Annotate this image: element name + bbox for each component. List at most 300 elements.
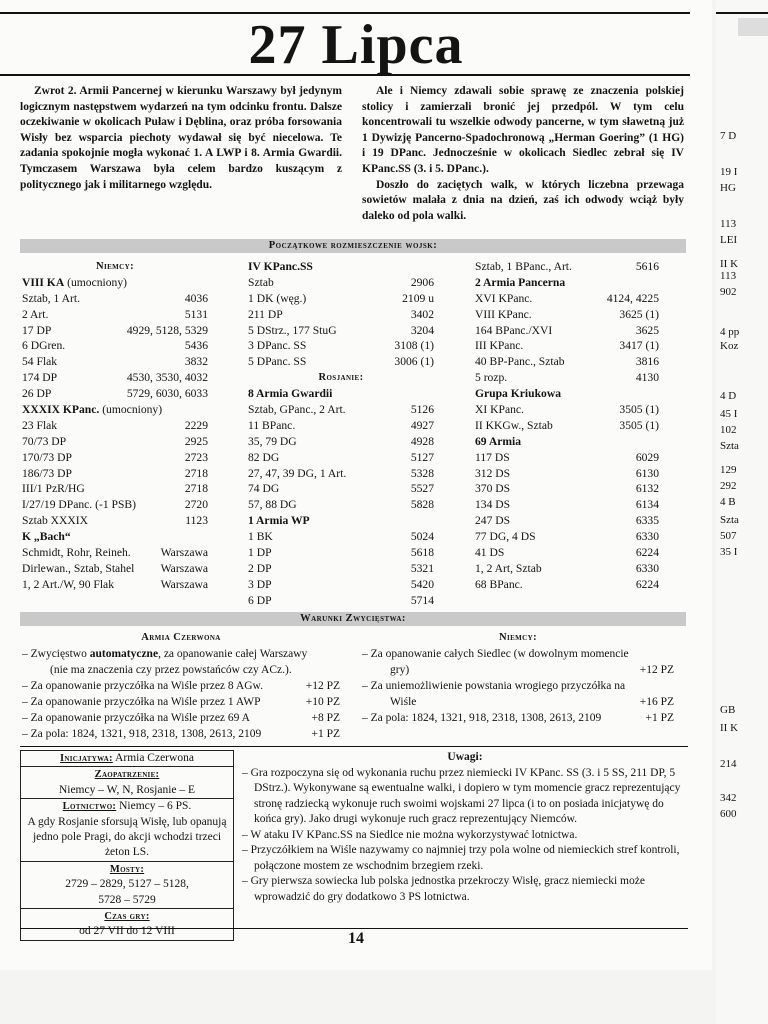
unit-label-wrap (248, 434, 297, 450)
unit-label-wrap (248, 338, 306, 354)
title-rule (0, 74, 690, 76)
unit-label: 370 DS (475, 482, 511, 496)
cond-points: +1 PZ (311, 727, 340, 740)
unit-row (22, 402, 208, 418)
unit-row (475, 259, 659, 275)
unit-row (22, 577, 208, 593)
note-item: – W ataku IV KPanc.SS na Siedlce nie można wykorzystywać lotnictwa. (242, 828, 578, 841)
unit-label-wrap (248, 577, 272, 593)
unit-hex: 5616 (635, 260, 659, 273)
unit-label-wrap (475, 513, 510, 529)
unit-label: 11 BPanc. (248, 418, 296, 432)
unit-label: 2 DP (248, 561, 272, 575)
red-army-items (22, 678, 340, 742)
unit-hex: 3625 (635, 323, 659, 337)
adjacent-text-fragment: Szta (720, 514, 739, 526)
unit-hex: 4124, 4225 (606, 291, 659, 305)
unit-row (475, 323, 659, 339)
unit-label: 23 Flak (22, 418, 58, 432)
unit-hex: 5127 (410, 450, 434, 464)
unit-hex: 3204 (410, 323, 434, 337)
unit-hex: 5024 (410, 530, 434, 544)
red-army-condition (22, 678, 340, 694)
bridges-value: 5728 – 5729 (98, 893, 156, 906)
unit-hex: 3832 (184, 355, 208, 369)
unit-hex: 5420 (410, 577, 434, 591)
adjacent-text-fragment: 214 (720, 758, 737, 770)
unit-note: (umocniony) (64, 275, 127, 289)
unit-row (475, 481, 659, 497)
unit-label: 174 DP (22, 371, 58, 385)
cond-text: – Za opanowanie przyczółka na Wiśle przez 1 AWP (22, 695, 261, 708)
unit-label: 1, 2 Art, Sztab (475, 561, 542, 575)
unit-label: VIII KPanc. (475, 307, 532, 321)
intro-right (362, 84, 684, 224)
unit-row (475, 577, 659, 593)
unit-row (475, 545, 659, 561)
unit-row (22, 323, 208, 339)
red-army-condition (22, 694, 340, 710)
unit-label: 170/73 DP (22, 450, 72, 464)
unit-label-wrap (475, 370, 507, 386)
german-title: Niemcy: (499, 632, 537, 643)
unit-label: 1 DK (węg.) (248, 291, 307, 305)
side-heading: Niemcy: (96, 261, 134, 272)
deployment-heading: Początkowe rozmieszczenie wojsk: (20, 239, 686, 253)
unit-label-wrap (475, 307, 532, 323)
adjacent-text-fragment: 129 (720, 464, 737, 476)
unit-row (22, 434, 208, 450)
unit-label-wrap (475, 259, 572, 275)
notes-section (242, 750, 688, 905)
unit-hex: 6130 (635, 466, 659, 480)
unit-row (22, 338, 208, 354)
unit-row (248, 529, 434, 545)
unit-label-wrap (475, 466, 510, 482)
unit-hex: 4929, 5128, 5329 (126, 323, 208, 337)
unit-label: 1 DP (248, 546, 272, 560)
adjacent-text-fragment: 35 I (720, 546, 738, 558)
unit-label-wrap (475, 354, 565, 370)
adjacent-text-fragment: 902 (720, 286, 737, 298)
unit-row (22, 513, 208, 529)
unit-label: II KKGw., Sztab (475, 418, 553, 432)
unit-hex: 3625 (1) (619, 307, 659, 321)
unit-row (248, 354, 434, 370)
unit-label-wrap (22, 450, 72, 466)
unit-label-wrap (248, 418, 295, 434)
unit-label-wrap (475, 545, 504, 561)
unit-row (248, 338, 434, 354)
unit-label: 3 DP (248, 577, 272, 591)
unit-label-wrap (248, 593, 272, 609)
unit-note: (umocniony) (99, 403, 163, 417)
unit-label: 35, 79 DG (248, 434, 297, 448)
unit-label: 247 DS (475, 514, 511, 528)
unit-row (248, 497, 434, 513)
unit-row (475, 418, 659, 434)
unit-row (475, 529, 659, 545)
adjacent-text-fragment: 507 (720, 530, 737, 542)
supply-block (21, 767, 233, 799)
unit-hex: 4928 (410, 434, 434, 448)
unit-label: Sztab XXXIX (22, 514, 89, 528)
unit-label-wrap (22, 466, 72, 482)
unit-row (475, 513, 659, 529)
unit-label: Sztab, 1 Art. (22, 291, 80, 305)
unit-hex: 6335 (635, 514, 659, 528)
unit-hex: 4130 (635, 371, 659, 385)
page-title: 27 Lipca (248, 14, 464, 76)
unit-row (22, 561, 208, 577)
unit-row (475, 450, 659, 466)
unit-label: 5 DPanc. SS (248, 355, 307, 369)
adjacent-text-fragment: HG (720, 182, 736, 194)
unit-label: 17 DP (22, 323, 52, 337)
unit-row (22, 354, 208, 370)
unit-row (248, 259, 434, 275)
adjacent-text-fragment: 4 B (720, 496, 736, 508)
unit-label: Dirlewan., Sztab, Stahel (22, 561, 135, 575)
adjacent-top-rule (716, 12, 768, 14)
unit-label: Grupa Kriukowa (475, 387, 562, 401)
unit-label: Sztab (248, 275, 274, 289)
bridges-value: 2729 – 2829, 5127 – 5128, (65, 878, 189, 891)
notes-list (242, 766, 688, 906)
unit-label-wrap (248, 323, 337, 339)
auto-victory-suffix: , za opanowanie całej Warszawy (158, 647, 308, 660)
adjacent-text-fragment: 19 I (720, 166, 738, 178)
unit-label: 312 DS (475, 466, 511, 480)
unit-label-wrap (22, 497, 136, 513)
unit-row (22, 418, 208, 434)
unit-row (475, 497, 659, 513)
unit-label-wrap (22, 545, 131, 561)
unit-row (475, 466, 659, 482)
initiative-label: Inicjatywa: (60, 753, 113, 764)
unit-hex: 3402 (410, 307, 434, 321)
unit-label: 69 Armia (475, 434, 522, 448)
unit-hex: 2718 (184, 466, 208, 480)
unit-label: 5 rozp. (475, 371, 508, 385)
cond-text: – Za pola: 1824, 1321, 918, 2318, 1308, 2613, 2109 (22, 727, 262, 740)
german-conditions (362, 630, 674, 726)
unit-row (475, 434, 659, 450)
deployment-column-2 (248, 259, 434, 609)
cond-text: – Za opanowanie przyczółka na Wiśle przez 8 AGw. (22, 679, 263, 692)
unit-label: 186/73 DP (22, 466, 72, 480)
cond-text: gry) (390, 663, 410, 676)
supply-value: Niemcy – W, N, Rosjanie – E (58, 783, 196, 796)
unit-label-wrap (475, 402, 524, 418)
unit-row (248, 513, 434, 529)
adjacent-text-fragment: 7 D (720, 130, 737, 142)
unit-label-wrap (22, 561, 134, 577)
unit-label: XI KPanc. (475, 403, 524, 417)
unit-label: 134 DS (475, 498, 511, 512)
unit-row (475, 370, 659, 386)
initiative-block (21, 751, 233, 767)
page-number: 14 (348, 930, 364, 947)
unit-label-wrap (22, 354, 57, 370)
adjacent-text-fragment: 113 (720, 270, 737, 282)
bridges-block (21, 862, 233, 909)
unit-hex: 3505 (1) (619, 403, 659, 417)
unit-row (248, 434, 434, 450)
unit-row (475, 338, 659, 354)
unit-label-wrap (248, 481, 279, 497)
unit-hex: 5126 (410, 403, 434, 417)
unit-label-wrap (248, 386, 332, 402)
unit-hex: 6134 (635, 498, 659, 512)
unit-label: Schmidt, Rohr, Reineh. (22, 546, 131, 560)
unit-row (22, 545, 208, 561)
air-value: Niemcy – 6 PS. (116, 800, 192, 813)
cond-points: +1 PZ (645, 711, 674, 724)
unit-hex: 5328 (410, 466, 434, 480)
adjacent-text-fragment: 342 (720, 792, 737, 804)
note-item: – Gry pierwsza sowiecka lub polska jednostka przekroczy Wisłę, gracz niemiecki może wprowadzić do gry dodatkowo 3 PS lotnictwa. (242, 875, 645, 903)
unit-row (248, 386, 434, 402)
unit-label-wrap (22, 275, 127, 291)
unit-hex: 4927 (410, 418, 434, 432)
unit-hex: 5714 (410, 593, 434, 607)
note-item: – Przyczółkiem na Wiśle nazywamy co najmniej trzy pola wolne od niemieckich stref kontroli, połączone mostem ze wschodnim brzegiem rzeki. (242, 844, 680, 872)
victory-heading: Warunki Zwycięstwa: (20, 612, 686, 626)
red-army-title: Armia Czerwona (141, 632, 221, 643)
air-block (21, 799, 233, 862)
unit-hex: 2109 u (402, 291, 434, 305)
unit-hex: 3006 (1) (394, 355, 434, 369)
red-army-conditions (22, 630, 340, 742)
unit-hex: 4036 (184, 291, 208, 305)
unit-label-wrap (248, 513, 310, 529)
unit-row (22, 450, 208, 466)
unit-row (22, 307, 208, 323)
unit-label-wrap (22, 291, 80, 307)
unit-hex: 6224 (635, 546, 659, 560)
unit-label-wrap (22, 323, 51, 339)
unit-row (22, 481, 208, 497)
unit-label-wrap (248, 545, 272, 561)
unit-label-wrap (248, 497, 297, 513)
deployment-column-1 (22, 259, 208, 593)
adjacent-text-fragment: 113 (720, 218, 737, 230)
unit-label: 164 BPanc./XVI (475, 323, 553, 337)
german-cond-1-cont (362, 662, 674, 678)
unit-label: Sztab, 1 BPanc., Art. (475, 260, 572, 273)
unit-label-wrap (248, 291, 306, 307)
unit-label: VIII KA (22, 275, 65, 289)
unit-label-wrap (248, 307, 283, 323)
adjacent-text-fragment: 600 (720, 808, 737, 820)
unit-row (475, 307, 659, 323)
unit-label: 57, 88 DG (248, 498, 297, 512)
unit-label: 82 DG (248, 450, 280, 464)
unit-label-wrap (475, 497, 510, 513)
german-cond-2: – Za uniemożliwienie powstania wrogiego przyczółka na (362, 679, 626, 692)
auto-victory-word: automatyczne (89, 647, 159, 660)
unit-hex: 5131 (184, 307, 208, 321)
unit-row (248, 307, 434, 323)
unit-hex: Warszawa (160, 577, 208, 591)
unit-hex: 6132 (635, 482, 659, 496)
unit-label: I/27/19 DPanc. (-1 PSB) (22, 498, 137, 512)
adjacent-page-edge (716, 0, 768, 1024)
unit-label-wrap (248, 259, 313, 275)
unit-label-wrap (475, 577, 523, 593)
unit-label-wrap (475, 418, 553, 434)
adjacent-text-fragment: 45 I (720, 408, 738, 420)
unit-label-wrap (22, 481, 85, 497)
unit-row (248, 593, 434, 609)
unit-hex: 5321 (410, 561, 434, 575)
red-army-condition (22, 726, 340, 742)
unit-label: 77 DG, 4 DS (475, 530, 536, 544)
notes-title: Uwagi: (447, 751, 483, 763)
unit-label: IV KPanc.SS (248, 260, 313, 273)
adjacent-text-fragment: II K (720, 722, 739, 734)
unit-hex: 5828 (410, 498, 434, 512)
cond-text: Wiśle (390, 695, 417, 708)
unit-hex: 2718 (184, 482, 208, 496)
cond-points: +12 PZ (639, 663, 674, 676)
unit-row (248, 545, 434, 561)
unit-label-wrap (248, 529, 273, 545)
unit-hex: 5527 (410, 482, 434, 496)
unit-label: XXXIX KPanc. (22, 403, 100, 417)
bottom-rule (20, 928, 688, 929)
unit-hex: Warszawa (160, 546, 208, 560)
cond-points: +12 PZ (305, 679, 340, 692)
scenario-info-box (20, 750, 234, 941)
german-cond-2-cont (362, 694, 674, 710)
unit-label: K „Bach“ (22, 530, 71, 544)
unit-label-wrap (475, 386, 561, 402)
unit-row (22, 466, 208, 482)
intro-paragraph: Doszło do zaciętych walk, w których liczebna przewaga sowietów malała z dnia na dzień, zaś ich odwody wciąż były daleko od pola walki. (362, 178, 684, 222)
unit-hex: 1123 (185, 514, 208, 528)
section-rule (20, 746, 688, 747)
unit-label: 1, 2 Art./W, 90 Flak (22, 577, 115, 591)
adjacent-text-fragment: II K (720, 258, 739, 270)
bridges-label: Mosty: (109, 863, 145, 875)
german-cond-1: – Za opanowanie całych Siedlec (w dowolnym momencie (362, 647, 629, 660)
unit-label: 40 BP-Panc., Sztab (475, 355, 565, 369)
german-cond-3 (362, 710, 674, 726)
time-label: Czas gry: (104, 911, 150, 923)
unit-row (22, 275, 208, 291)
adjacent-title-block (738, 18, 768, 36)
unit-row (248, 418, 434, 434)
unit-row (22, 386, 208, 402)
unit-label: III KPanc. (475, 339, 524, 353)
unit-label: 2 Art. (22, 307, 49, 321)
unit-label: 70/73 DP (22, 434, 67, 448)
auto-victory-line (22, 646, 340, 662)
adjacent-text-fragment: 102 (720, 424, 737, 436)
unit-label-wrap (248, 275, 274, 291)
unit-label-wrap (475, 450, 510, 466)
unit-row (22, 497, 208, 513)
unit-row (248, 577, 434, 593)
unit-label: 27, 47, 39 DG, 1 Art. (248, 466, 347, 480)
adjacent-text-fragment: 4 D (720, 390, 737, 402)
unit-hex: 6224 (635, 577, 659, 591)
unit-row (248, 323, 434, 339)
unit-hex: 2906 (410, 275, 434, 289)
unit-label: III/1 PzR/HG (22, 482, 85, 496)
unit-row (22, 291, 208, 307)
unit-row (475, 386, 659, 402)
unit-label-wrap (22, 307, 48, 323)
unit-hex: 3816 (635, 355, 659, 369)
unit-label-wrap (475, 434, 521, 450)
unit-row (248, 466, 434, 482)
adjacent-text-fragment: Szta (720, 440, 739, 452)
auto-victory-note: (nie ma znaczenia czy przez powstańców czy ACz.). (50, 663, 292, 676)
unit-hex: 5729, 6030, 6033 (126, 387, 208, 401)
unit-label: 2 Armia Pancerna (475, 275, 566, 289)
unit-row (475, 291, 659, 307)
unit-label-wrap (22, 513, 88, 529)
unit-label: 211 DP (248, 307, 283, 321)
unit-hex: 2720 (184, 498, 208, 512)
time-value: od 27 VII do 12 VIII (79, 925, 175, 938)
unit-label: 68 BPanc. (475, 577, 523, 591)
deployment-column-3 (475, 259, 659, 593)
unit-row (475, 561, 659, 577)
unit-label-wrap (22, 577, 114, 593)
unit-label: 1 Armia WP (248, 514, 310, 528)
unit-label-wrap (475, 529, 536, 545)
unit-label: 6 DGren. (22, 339, 66, 353)
unit-label: XVI KPanc. (475, 291, 533, 305)
cond-points: +10 PZ (305, 695, 340, 708)
unit-row (248, 561, 434, 577)
unit-label-wrap (475, 323, 552, 339)
adjacent-text-fragment: 292 (720, 480, 737, 492)
initiative-value: Armia Czerwona (112, 752, 194, 764)
cond-text: – Za opanowanie przyczółka na Wiśle przez 69 A (22, 711, 250, 724)
note-item: – Gra rozpoczyna się od wykonania ruchu przez niemiecki IV KPanc. SS (3. i 5 SS, 211 DP, 5 DStrz.). Wykonywane są ewentualne walki, i dopiero w tym momencie gracz reprezentujący stronę radziecką wykonuje ruch swoimi wojskami 27 lipca (i to on posiada inicjatywę do końca gry). Jako drugi wykonuje ruch gracz reprezentujący Niemców. (242, 766, 681, 825)
adjacent-text-fragment: 4 pp (720, 326, 740, 338)
unit-hex: 6029 (635, 450, 659, 464)
unit-label-wrap (248, 354, 306, 370)
unit-label-wrap (475, 481, 510, 497)
air-note: A gdy Rosjanie sforsują Wisłę, lub opanują jedno pole Pragi, do akcji wchodzi trzeci żeton LS. (27, 815, 227, 859)
unit-label: 74 DG (248, 482, 280, 496)
unit-row (248, 402, 434, 418)
red-army-condition (22, 710, 340, 726)
unit-label: 41 DS (475, 546, 505, 560)
unit-label: 117 DS (475, 450, 510, 464)
unit-hex: Warszawa (160, 561, 208, 575)
side-heading: Rosjanie: (318, 372, 364, 384)
unit-hex: 5618 (410, 546, 434, 560)
unit-label-wrap (22, 434, 66, 450)
unit-label-wrap (248, 466, 346, 482)
unit-row (248, 291, 434, 307)
unit-row (248, 275, 434, 291)
unit-row (22, 529, 208, 545)
unit-label: 54 Flak (22, 355, 58, 369)
unit-label-wrap (475, 291, 532, 307)
unit-label-wrap (475, 561, 542, 577)
unit-hex: 6330 (635, 561, 659, 575)
unit-hex: 2723 (184, 450, 208, 464)
unit-label-wrap (248, 450, 279, 466)
